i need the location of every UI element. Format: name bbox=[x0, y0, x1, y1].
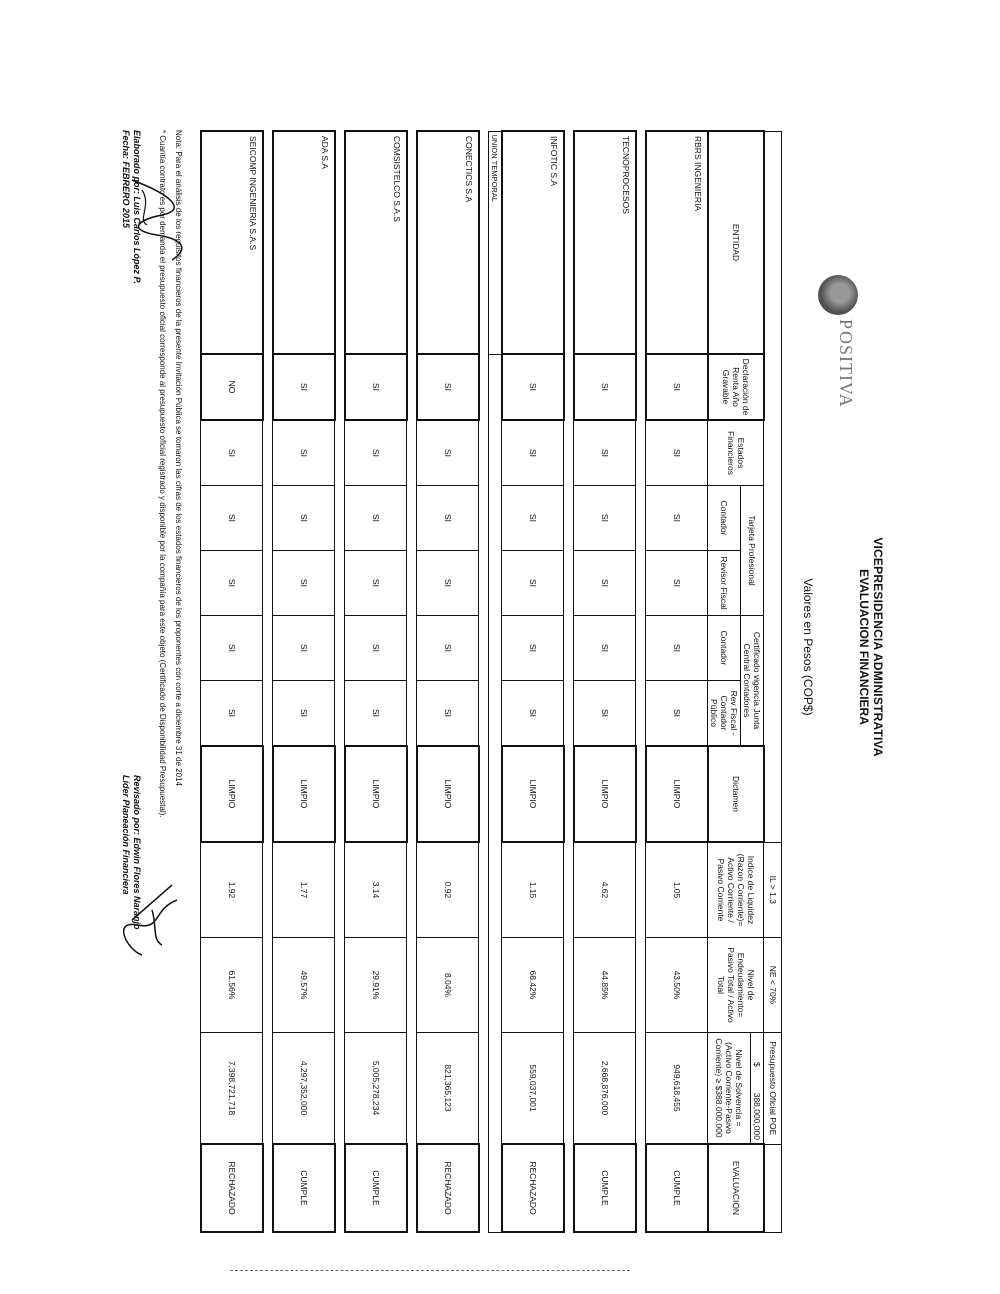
scan-edge-line bbox=[230, 1270, 630, 1272]
cell-revisor: SI bbox=[646, 551, 708, 616]
row-spacer bbox=[479, 131, 489, 1232]
cell-evaluacion: RECHAZADO bbox=[417, 1144, 479, 1232]
cell-evaluacion: RECHAZADO bbox=[502, 1144, 564, 1232]
cell-declaracion: SI bbox=[417, 354, 479, 420]
cell-revisor-cert: SI bbox=[201, 681, 263, 747]
cell-declaracion: NO bbox=[201, 354, 263, 420]
reviewed-by: Revisado por: Edwin Flores Naranjo bbox=[132, 775, 142, 930]
header-tarjeta: Tarjeta Profesional bbox=[741, 486, 764, 616]
cell-estados: SI bbox=[201, 420, 263, 486]
table-row bbox=[502, 131, 564, 1232]
table-row bbox=[417, 131, 479, 1232]
logo-wordmark: POSITIVA bbox=[836, 319, 856, 408]
cell-revisor-cert: SI bbox=[273, 681, 335, 747]
cell-declaracion: SI bbox=[502, 354, 564, 420]
cell-liquidez: 1.77 bbox=[273, 842, 335, 938]
cell-contador-cert: SI bbox=[574, 616, 636, 681]
cell-declaracion: SI bbox=[345, 354, 407, 420]
cell-solvencia: 7,398,721,718 bbox=[201, 1033, 263, 1145]
cell-endeudamiento: 44.85% bbox=[574, 938, 636, 1033]
cell-entidad: ADA S.A bbox=[273, 131, 335, 354]
cell-endeudamiento: 68.42% bbox=[502, 938, 564, 1033]
cell-solvencia: 5,005,278,234 bbox=[345, 1033, 407, 1145]
header-contador-cert: Contador bbox=[708, 616, 741, 681]
cell-entidad: INFOTIC S.A bbox=[502, 131, 564, 354]
row-spacer bbox=[335, 131, 345, 1232]
cell-contador: SI bbox=[345, 486, 407, 551]
budget-value: 388,000,000 bbox=[752, 1092, 763, 1140]
cell-contador-cert: SI bbox=[646, 616, 708, 681]
reviewed-by-block bbox=[120, 775, 142, 930]
table-row bbox=[201, 131, 263, 1232]
cell-revisor-cert: SI bbox=[345, 681, 407, 747]
note-text: Nota: Para el análisis de los requisitos financieros de la presente Invitación Pública se tomaron las cifras de los estados financieros de los proponentes con corte a diciembre 31 de 2014 bbox=[174, 130, 183, 786]
row-spacer bbox=[407, 131, 417, 1232]
prepared-by: Elaborado por: Luis Carlos López P. bbox=[132, 130, 142, 284]
currency-caption: Valores en Pesos (COP$) bbox=[801, 578, 815, 716]
reviewer-role: Líder Planeación Financiera bbox=[121, 775, 131, 895]
cell-dictamen: LIMPIO bbox=[574, 746, 636, 842]
evaluation-table bbox=[200, 130, 782, 1233]
header-revisor: Revisor Fiscal bbox=[708, 551, 741, 616]
header-dictamen: Dictamen bbox=[708, 746, 764, 842]
cell-endeudamiento: 43.50% bbox=[646, 938, 708, 1033]
row-spacer bbox=[636, 131, 646, 1232]
cell-dictamen: LIMPIO bbox=[345, 746, 407, 842]
cell-evaluacion: RECHAZADO bbox=[201, 1144, 263, 1232]
cell-contador: SI bbox=[646, 486, 708, 551]
cell-solvencia: 559,037,001 bbox=[502, 1033, 564, 1145]
prepared-date: Fecha: FEBRERO 2015 bbox=[121, 130, 131, 229]
cell-revisor: SI bbox=[502, 551, 564, 616]
budget-value-cell bbox=[751, 1033, 764, 1145]
cell-contador: SI bbox=[273, 486, 335, 551]
cell-estados: SI bbox=[417, 420, 479, 486]
cell-solvencia: 2,668,876,000 bbox=[574, 1033, 636, 1145]
cell-solvencia: 949,618,455 bbox=[646, 1033, 708, 1145]
cell-evaluacion: CUMPLE bbox=[574, 1144, 636, 1232]
cell-evaluacion: CUMPLE bbox=[273, 1144, 335, 1232]
cell-contador-cert: SI bbox=[201, 616, 263, 681]
footnote-text: * Cuantía contrato es por demanda el presupuesto oficial corresponde al presupuesto oficial registrado y disponible por la compañía para este objeto (Certificado de Disponibilidad Presupuestal). bbox=[158, 130, 167, 818]
cell-contador: SI bbox=[417, 486, 479, 551]
table-row bbox=[345, 131, 407, 1232]
row-spacer bbox=[263, 131, 273, 1232]
cell-liquidez: 1.92 bbox=[201, 842, 263, 938]
row-spacer bbox=[564, 131, 574, 1232]
cell-evaluacion: CUMPLE bbox=[345, 1144, 407, 1232]
cell-revisor: SI bbox=[201, 551, 263, 616]
cell-estados: SI bbox=[574, 420, 636, 486]
document-subtitle: EVALUACION FINANCIERA bbox=[857, 569, 871, 725]
header-entidad: ENTIDAD bbox=[708, 131, 764, 354]
header-estados: Estados Financieros bbox=[708, 420, 764, 486]
header-declaracion: Declaración de Renta Año Gravable bbox=[708, 354, 764, 420]
cell-revisor-cert: SI bbox=[502, 681, 564, 747]
table-row bbox=[646, 131, 708, 1232]
cell-endeudamiento: 8.04% bbox=[417, 938, 479, 1033]
cell-revisor: SI bbox=[417, 551, 479, 616]
cell-solvencia: 4,297,352,000 bbox=[273, 1033, 335, 1145]
header-solvencia: Nivel de Solvencia = (Activo Corriente-Pasivo Corriente) ≥ $388.000.000 bbox=[708, 1033, 751, 1145]
prepared-by-block bbox=[120, 130, 142, 284]
cell-endeudamiento: 61.56% bbox=[201, 938, 263, 1033]
cell-declaracion: SI bbox=[646, 354, 708, 420]
cell-contador: SI bbox=[201, 486, 263, 551]
cell-liquidez: 4.62 bbox=[574, 842, 636, 938]
header-revisor-cert: Rev Fiscal - Contador Público bbox=[708, 681, 741, 747]
header-contador: Contador bbox=[708, 486, 741, 551]
table-row bbox=[273, 131, 335, 1232]
header-endeudamiento: Nivel de Endeudamiento= Pasivo Total / Activo Total bbox=[708, 938, 764, 1033]
cell-dictamen: LIMPIO bbox=[273, 746, 335, 842]
cell-evaluacion: CUMPLE bbox=[646, 1144, 708, 1232]
cell-estados: SI bbox=[273, 420, 335, 486]
cell-entidad: SEICOMP INGENIERIA S.A.S bbox=[201, 131, 263, 354]
cell-contador-cert: SI bbox=[273, 616, 335, 681]
cell-revisor: SI bbox=[273, 551, 335, 616]
budget-label: Presupuesto Oficial POE bbox=[764, 1033, 782, 1145]
cell-contador-cert: SI bbox=[345, 616, 407, 681]
cell-contador-cert: SI bbox=[502, 616, 564, 681]
header-row-1 bbox=[751, 131, 764, 1232]
cell-declaracion: SI bbox=[574, 354, 636, 420]
document-title: VICEPRESIDENCIA ADMINISTRATIVA bbox=[871, 537, 885, 757]
cell-entidad: TECNOPROCESOS bbox=[574, 131, 636, 354]
cell-dictamen: LIMPIO bbox=[646, 746, 708, 842]
cell-dictamen: LIMPIO bbox=[201, 746, 263, 842]
cell-liquidez: 0.92 bbox=[417, 842, 479, 938]
table-body bbox=[201, 131, 708, 1232]
criteria-row bbox=[764, 131, 782, 1232]
union-temporal-row bbox=[489, 131, 503, 1232]
ne-criterion: NE < 70% bbox=[764, 938, 782, 1033]
header-certificado: Certificado vigencia Junta Central Contadores bbox=[741, 616, 764, 747]
cell-entidad: RBRS INGENIERIA bbox=[646, 131, 708, 354]
cell-solvencia: 821,365,123 bbox=[417, 1033, 479, 1145]
cell-contador: SI bbox=[502, 486, 564, 551]
cell-estados: SI bbox=[502, 420, 564, 486]
cell-entidad: COMSISTELCO S.A.S bbox=[345, 131, 407, 354]
logo-seal-icon bbox=[818, 275, 858, 315]
cell-endeudamiento: 29.91% bbox=[345, 938, 407, 1033]
cell-liquidez: 1.05 bbox=[646, 842, 708, 938]
header-evaluacion: EVALUACION bbox=[708, 1144, 764, 1232]
cell-entidad: CONECTICS S.A bbox=[417, 131, 479, 354]
table-row bbox=[574, 131, 636, 1232]
cell-contador-cert: SI bbox=[417, 616, 479, 681]
cell-dictamen: LIMPIO bbox=[417, 746, 479, 842]
cell-estados: SI bbox=[646, 420, 708, 486]
cell-declaracion: SI bbox=[273, 354, 335, 420]
cell-revisor: SI bbox=[574, 551, 636, 616]
cell-revisor-cert: SI bbox=[574, 681, 636, 747]
cell-revisor: SI bbox=[345, 551, 407, 616]
budget-currency: $ bbox=[752, 1061, 763, 1067]
cell-revisor-cert: SI bbox=[417, 681, 479, 747]
cell-dictamen: LIMPIO bbox=[502, 746, 564, 842]
union-temporal-label: UNION TEMPORAL bbox=[489, 131, 503, 354]
header-liquidez: Indice de Liquidez (Razon Corriente)= Activo Corriente / Pasivo Corriente bbox=[708, 842, 764, 938]
cell-estados: SI bbox=[345, 420, 407, 486]
cell-revisor-cert: SI bbox=[646, 681, 708, 747]
cell-liquidez: 1.15 bbox=[502, 842, 564, 938]
cell-liquidez: 3.14 bbox=[345, 842, 407, 938]
cell-contador: SI bbox=[574, 486, 636, 551]
cell-endeudamiento: 49.57% bbox=[273, 938, 335, 1033]
il-criterion: IL > 1.3 bbox=[764, 842, 782, 938]
